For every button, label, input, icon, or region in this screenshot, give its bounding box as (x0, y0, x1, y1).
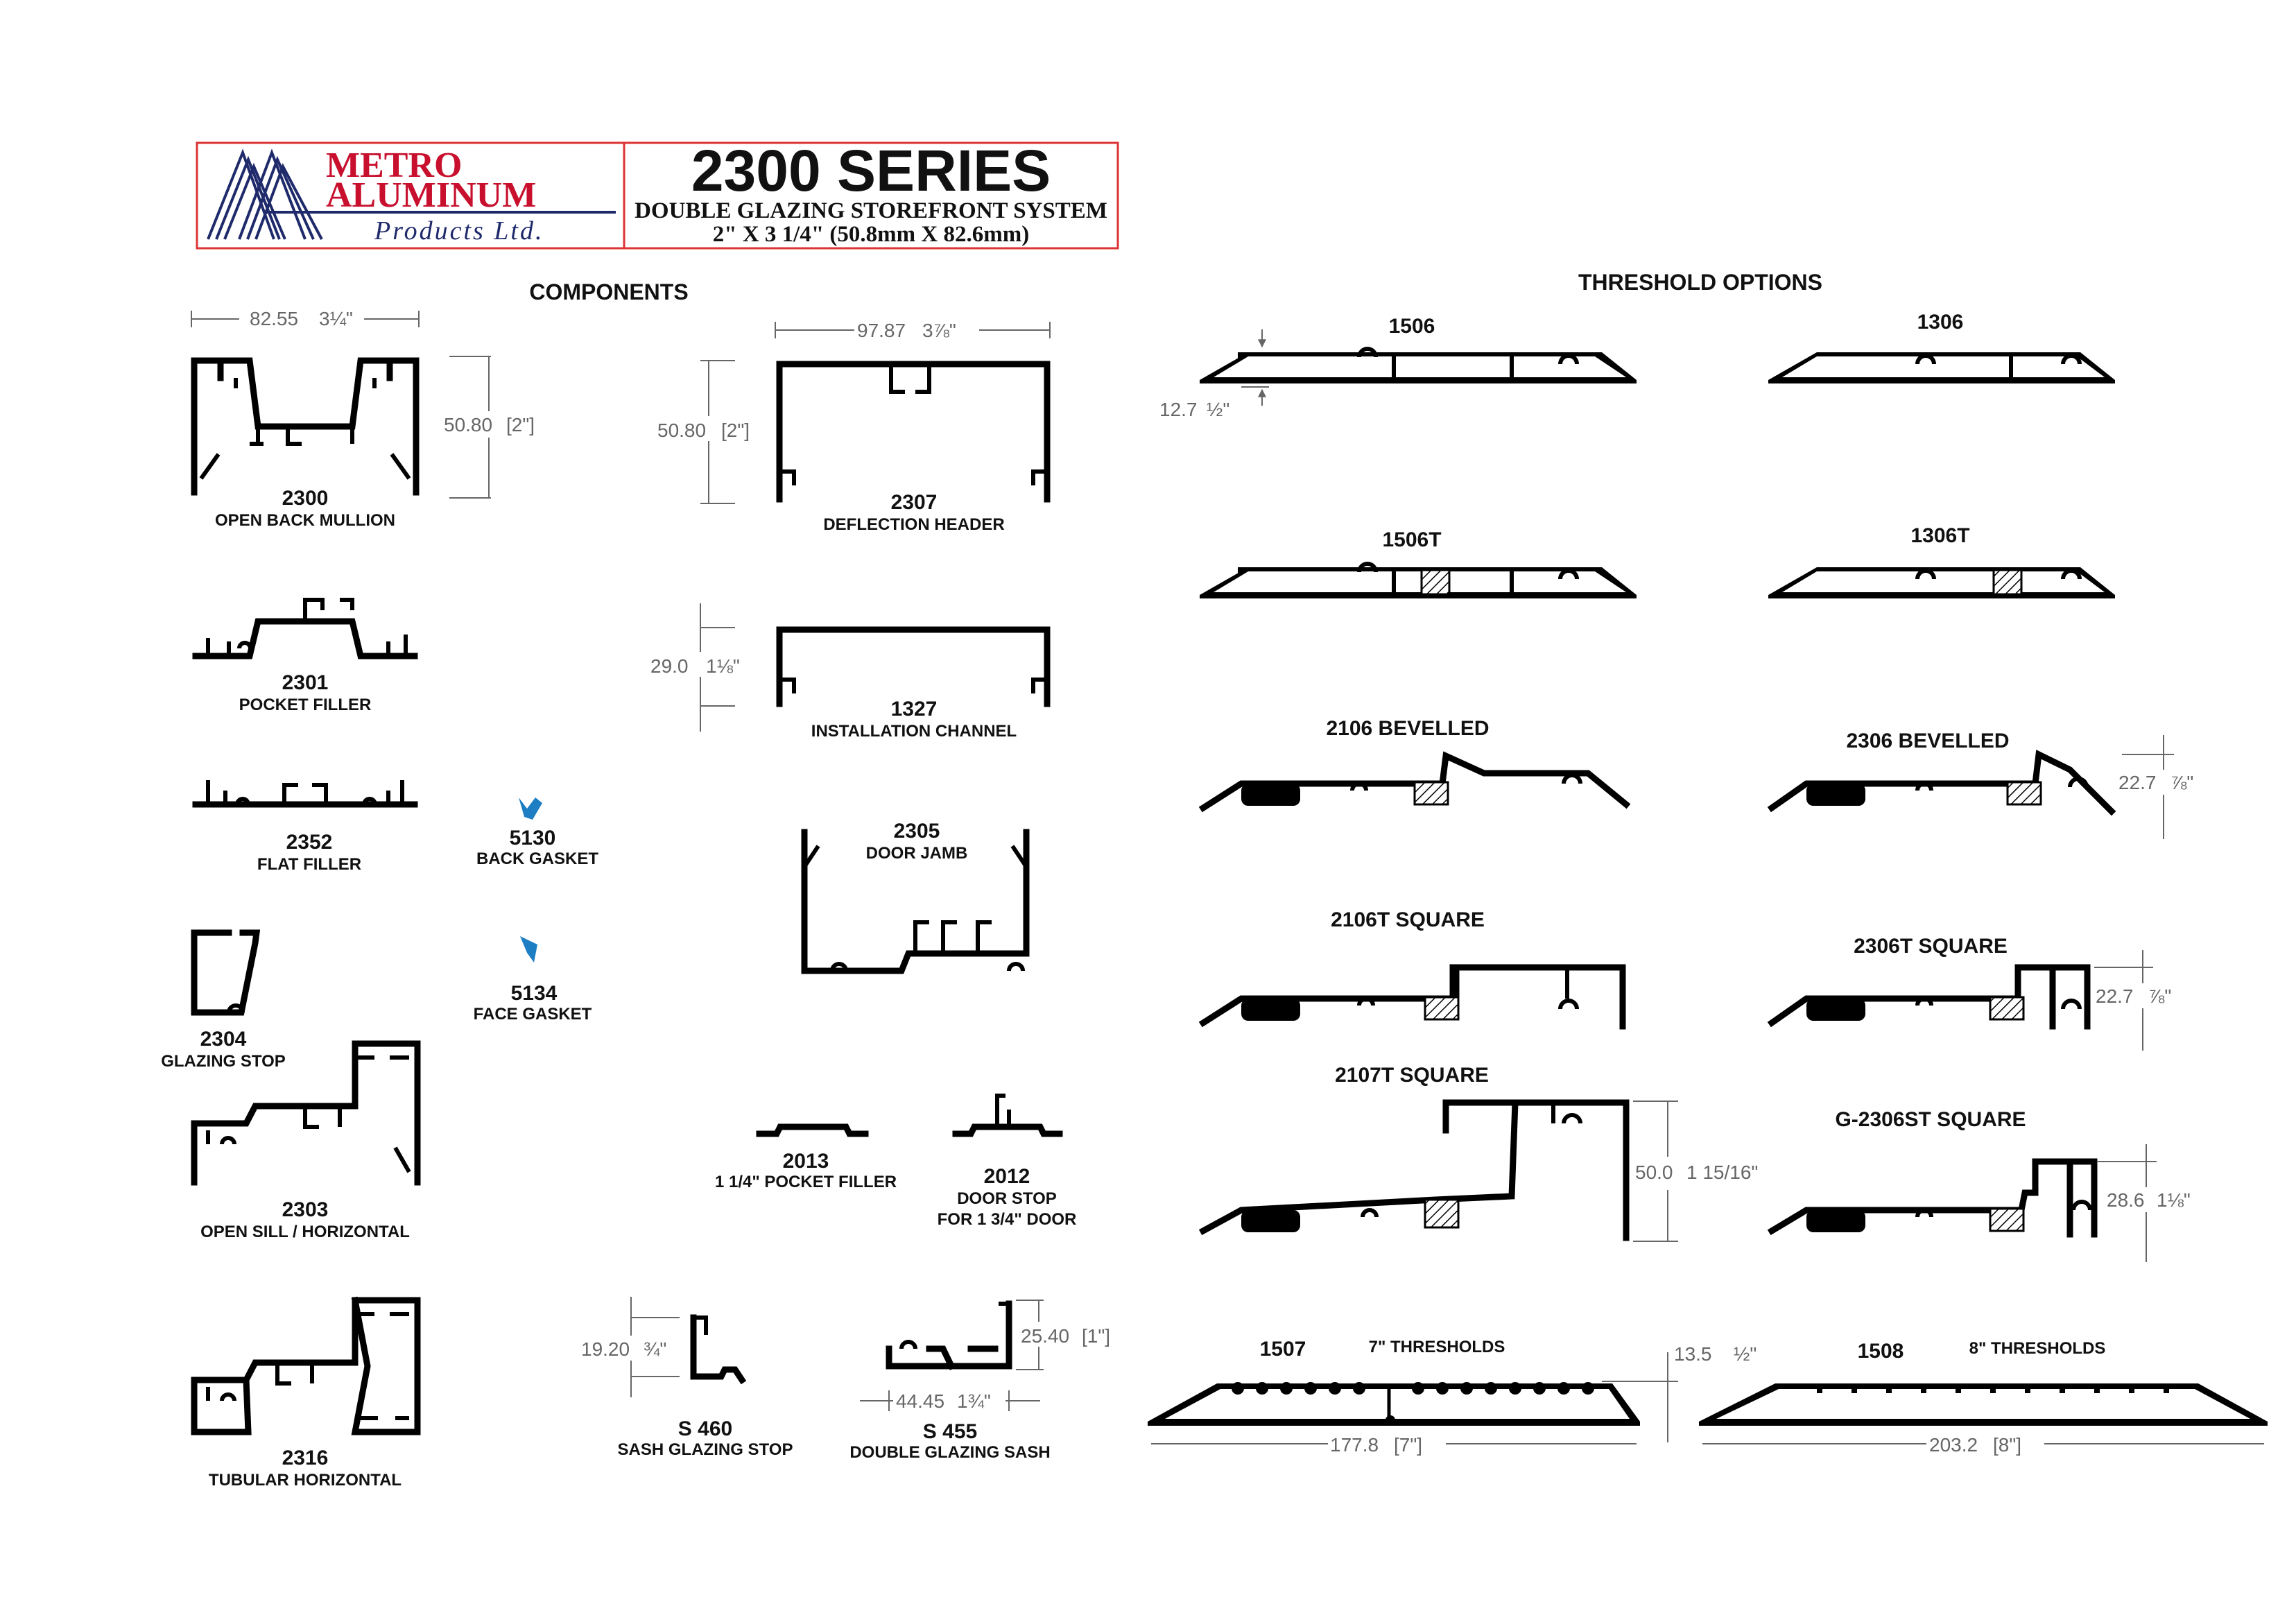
label-1306: 1306 (1917, 311, 1964, 334)
label-s460-num: S 460 (677, 1417, 733, 1440)
profile-2301 (196, 600, 415, 714)
label-2305-num: 2305 (893, 820, 940, 843)
threshold-1508 (1699, 1339, 2268, 1456)
dim-s455-h-frac: [1"] (1082, 1325, 1111, 1347)
label-2307-name: DEFLECTION HEADER (823, 515, 1005, 534)
threshold-2306-bevelled (1772, 730, 2213, 839)
label-2305-name: DOOR JAMB (865, 844, 968, 863)
threshold-2306T-square (1772, 935, 2198, 1051)
threshold-1506 (1159, 315, 1637, 420)
profile-2316 (194, 1300, 417, 1490)
logo-aluminum: ALUMINUM (326, 175, 537, 215)
label-1508-type: 8" THRESHOLDS (1969, 1339, 2106, 1358)
dim-G2306ST-square: 28.6 (2107, 1189, 2145, 1211)
threshold-1306 (1768, 311, 2115, 383)
gasket-5134-shape (520, 936, 537, 963)
label-1506T: 1506T (1382, 528, 1442, 551)
dim-s460-h: 19.20 (581, 1338, 630, 1360)
dim-s455-h: 25.40 (1021, 1325, 1070, 1347)
dim-s455-w: 44.45 (896, 1390, 945, 1412)
dim-2300-w-frac: 3¼" (319, 308, 353, 329)
profile-1327 (649, 603, 1047, 741)
label-s460-name: SASH GLAZING STOP (617, 1440, 793, 1459)
thresholds-heading: THRESHOLD OPTIONS (1578, 270, 1823, 295)
label-2352-num: 2352 (286, 831, 333, 854)
label-5134-num: 5134 (510, 982, 558, 1005)
label-1506: 1506 (1388, 315, 1435, 338)
label-1508: 1508 (1857, 1340, 1904, 1363)
label-1327-name: INSTALLATION CHANNEL (811, 722, 1017, 741)
series-size: 2" X 3 1/4" (50.8mm X 82.6mm) (712, 222, 1030, 247)
dim-1508-w-frac: [8"] (1993, 1434, 2022, 1456)
profile-2013 (715, 1127, 897, 1191)
label-2306T-square: 2306T SQUARE (1854, 935, 2008, 958)
dim-1506-frac: ½" (1207, 399, 1230, 420)
label-1306T: 1306T (1910, 524, 1970, 547)
label-2300-num: 2300 (282, 487, 329, 510)
dim-2300-h: 50.80 (444, 414, 493, 435)
threshold-G2306ST-square (1772, 1108, 2209, 1262)
profile-2012 (938, 1096, 1077, 1229)
dim-1507-w-frac: [7"] (1394, 1434, 1423, 1456)
label-2106-bevelled: 2106 BEVELLED (1326, 717, 1490, 740)
dim-s460-h-frac: ¾" (644, 1338, 667, 1360)
dim-2306T-square: 22.7 (2096, 985, 2134, 1007)
label-2306-bevelled: 2306 BEVELLED (1846, 730, 2010, 752)
series-subtitle: DOUBLE GLAZING STOREFRONT SYSTEM (635, 198, 1107, 223)
label-2012-name1: DOOR STOP (957, 1189, 1057, 1208)
dim-s455-w-frac: 1¾" (957, 1390, 991, 1412)
dim-1508-w: 203.2 (1929, 1434, 1978, 1456)
label-2301-name: POCKET FILLER (239, 696, 372, 714)
dim-2306T-square-frac: ⅞" (2148, 985, 2172, 1007)
dim-1506: 12.7 (1159, 399, 1198, 420)
dim-1507-h: 13.5 (1674, 1343, 1712, 1365)
label-2316-name: TUBULAR HORIZONTAL (208, 1471, 402, 1490)
profile-2305 (804, 820, 1026, 971)
dim-2307-w: 97.87 (857, 320, 906, 341)
components-heading: COMPONENTS (529, 279, 689, 304)
dim-2107T-square: 50.0 (1635, 1162, 1673, 1183)
dim-2107T-square-frac: 1 15/16" (1686, 1162, 1759, 1183)
profile-s460 (580, 1297, 793, 1459)
title-block (197, 138, 1118, 248)
label-1327-num: 1327 (890, 698, 938, 721)
label-2307-num: 2307 (890, 491, 938, 514)
dim-2306-bevelled: 22.7 (2118, 772, 2157, 793)
profile-2304 (161, 933, 286, 1071)
label-2300-name: OPEN BACK MULLION (215, 511, 395, 530)
label-2012-num: 2012 (983, 1165, 1030, 1188)
label-2303-name: OPEN SILL / HORIZONTAL (200, 1223, 410, 1241)
label-2012-name2: FOR 1 3/4" DOOR (937, 1210, 1077, 1229)
dim-2307-w-frac: 3⅞" (922, 320, 956, 341)
logo-products: Products Ltd. (374, 216, 544, 245)
label-2107T-square: 2107T SQUARE (1335, 1064, 1489, 1087)
label-2013-num: 2013 (782, 1150, 829, 1173)
threshold-1507 (1148, 1338, 1777, 1456)
label-2303-num: 2303 (282, 1198, 329, 1221)
label-G2306ST-square: G-2306ST SQUARE (1835, 1108, 2026, 1131)
label-2301-num: 2301 (282, 671, 329, 694)
label-2304-name: GLAZING STOP (161, 1052, 286, 1071)
label-5130-name: BACK GASKET (476, 849, 599, 868)
dim-2307-h: 50.80 (657, 420, 707, 441)
dim-2306-bevelled-frac: ⅞" (2170, 772, 2194, 793)
profile-s455 (849, 1300, 1123, 1462)
profile-5130 (476, 797, 598, 868)
dim-2300-h-frac: [2"] (506, 414, 535, 435)
threshold-2106-bevelled (1203, 717, 1626, 808)
dim-1327-h-frac: 1⅛" (706, 655, 740, 677)
label-5134-name: FACE GASKET (473, 1005, 592, 1024)
logo-metro: METRO (326, 146, 463, 185)
threshold-1506T (1200, 528, 1637, 598)
label-2316-num: 2316 (282, 1447, 329, 1469)
series-title: 2300 SERIES (691, 138, 1051, 203)
profile-5134 (474, 936, 592, 1024)
gasket-5130-shape (519, 797, 542, 820)
profile-2300 (191, 307, 545, 530)
dim-2300-w: 82.55 (250, 308, 299, 329)
label-2013-name: 1 1/4" POCKET FILLER (714, 1173, 897, 1191)
label-1507-type: 7" THRESHOLDS (1368, 1338, 1505, 1356)
dim-G2306ST-square-frac: 1⅛" (2157, 1189, 2191, 1211)
dim-1327-h: 29.0 (650, 655, 689, 677)
label-s455-name: DOUBLE GLAZING SASH (849, 1443, 1051, 1462)
logo-mark (208, 153, 322, 239)
profile-2303 (194, 1044, 417, 1241)
label-5130-num: 5130 (509, 827, 556, 849)
label-2304-num: 2304 (200, 1028, 247, 1051)
dim-2307-h-frac: [2"] (721, 420, 750, 441)
label-2106T-square: 2106T SQUARE (1331, 908, 1485, 931)
threshold-1306T (1768, 524, 2115, 598)
dim-1507-w: 177.8 (1330, 1434, 1379, 1456)
threshold-2107T-square (1203, 1064, 1759, 1241)
label-2352-name: FLAT FILLER (257, 855, 362, 874)
dim-1507-h-frac: ½" (1734, 1343, 1757, 1365)
threshold-2106T-square (1203, 908, 1623, 1026)
label-s455-num: S 455 (922, 1420, 978, 1443)
metro-logo (208, 146, 616, 245)
label-1507: 1507 (1259, 1338, 1306, 1361)
profile-2352 (196, 780, 415, 874)
profile-2307 (656, 318, 1050, 534)
